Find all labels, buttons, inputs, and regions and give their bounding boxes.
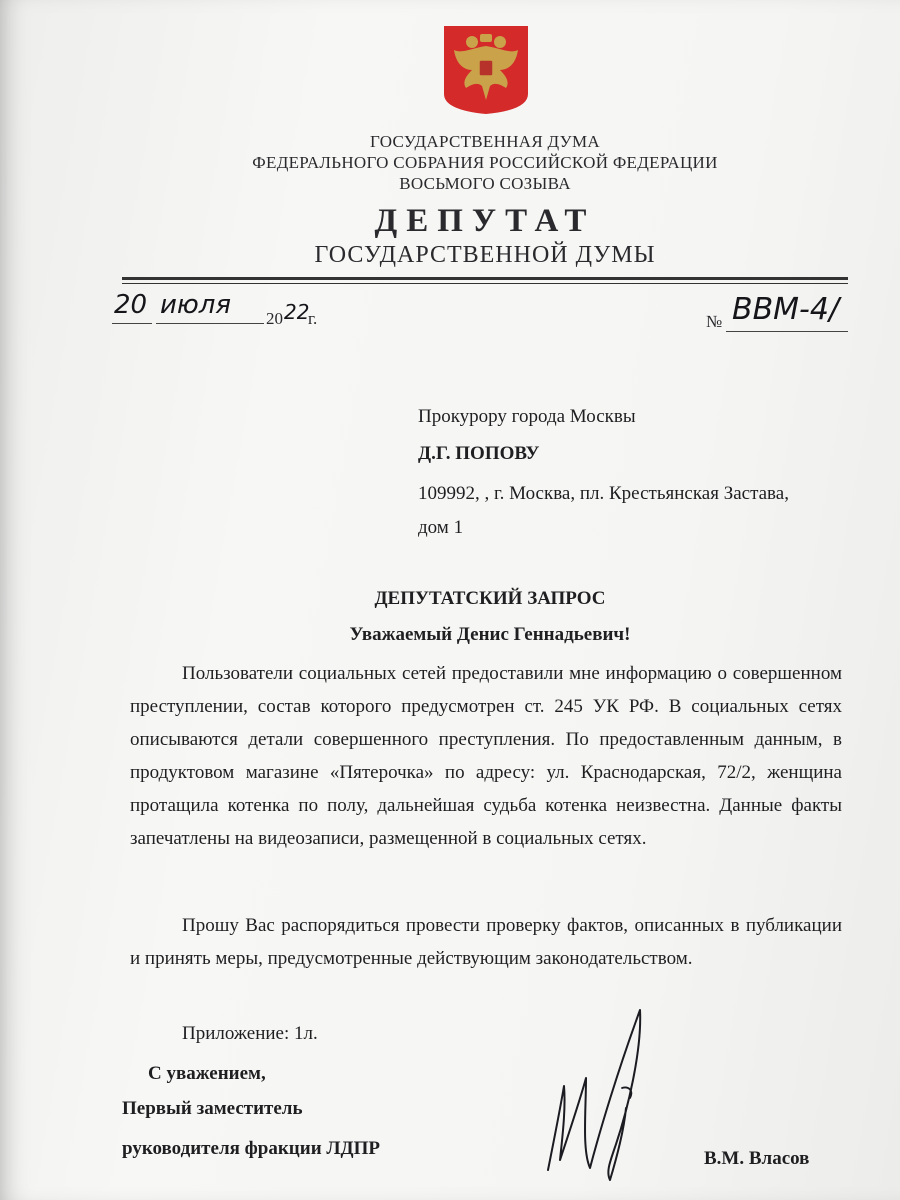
russian-coat-of-arms-icon xyxy=(442,24,530,116)
date-year-prefix: 20 xyxy=(266,309,283,328)
recipient-address-2: дом 1 xyxy=(418,517,464,538)
header-title: ДЕПУТАТ xyxy=(374,203,596,239)
document-number: ВВМ-4/ xyxy=(732,292,840,327)
date-month: июля xyxy=(160,290,232,320)
date-day: 20 xyxy=(114,290,148,320)
greeting: Уважаемый Денис Геннадьевич! xyxy=(349,624,631,645)
closing-position-1: Первый заместитель xyxy=(122,1098,303,1119)
header-rule-thin xyxy=(122,283,848,284)
number-underline xyxy=(726,331,848,332)
closing-regards: С уважением, xyxy=(148,1063,266,1084)
header-rule-thick xyxy=(122,277,848,280)
date-year-suffix: 22 xyxy=(284,300,310,324)
request-heading: ДЕПУТАТСКИЙ ЗАПРОС xyxy=(374,588,606,609)
handwritten-signature xyxy=(530,1000,670,1190)
header-subtitle: ГОСУДАРСТВЕННОЙ ДУМЫ xyxy=(314,242,656,268)
date-day-underline xyxy=(112,323,152,324)
date-year-unit: г. xyxy=(308,309,318,328)
date-month-underline xyxy=(156,323,264,324)
header-line-1: ГОСУДАРСТВЕННАЯ ДУМА xyxy=(370,132,600,151)
recipient-line-1: Прокурору города Москвы xyxy=(418,406,636,427)
signer-name: В.М. Власов xyxy=(704,1148,810,1169)
attachment-note: Приложение: 1л. xyxy=(182,1023,318,1044)
header-line-3: ВОСЬМОГО СОЗЫВА xyxy=(399,174,571,193)
closing-position-2: руководителя фракции ЛДПР xyxy=(122,1138,381,1159)
paragraph-1: Пользователи социальных сетей предоставили мне информацию о совершенном преступлении, состав которого предусмотрен ст. 245 УК РФ. В социальных сетях описываются детали совершенного преступления. По предоставленным данным, в продуктовом магазине «Пятерочка» по адресу: ул. Краснодарская, 72/2, женщина протащила котенка по полу, дальнейшая судьба котенка неизвестна. Данные факты запечатлены на видеозаписи, размещенной в социальных сетях. xyxy=(130,663,842,849)
paragraph-2: Прошу Вас распорядиться провести проверку фактов, описанных в публикации и принять меры, предусмотренные действующим законодательством. xyxy=(130,915,842,969)
number-sign: № xyxy=(706,312,723,331)
recipient-address-1: 109992, , г. Москва, пл. Крестьянская Застава, xyxy=(418,483,789,504)
recipient-name: Д.Г. ПОПОВУ xyxy=(418,443,540,464)
header-line-2: ФЕДЕРАЛЬНОГО СОБРАНИЯ РОССИЙСКОЙ ФЕДЕРАЦИИ xyxy=(252,153,718,172)
